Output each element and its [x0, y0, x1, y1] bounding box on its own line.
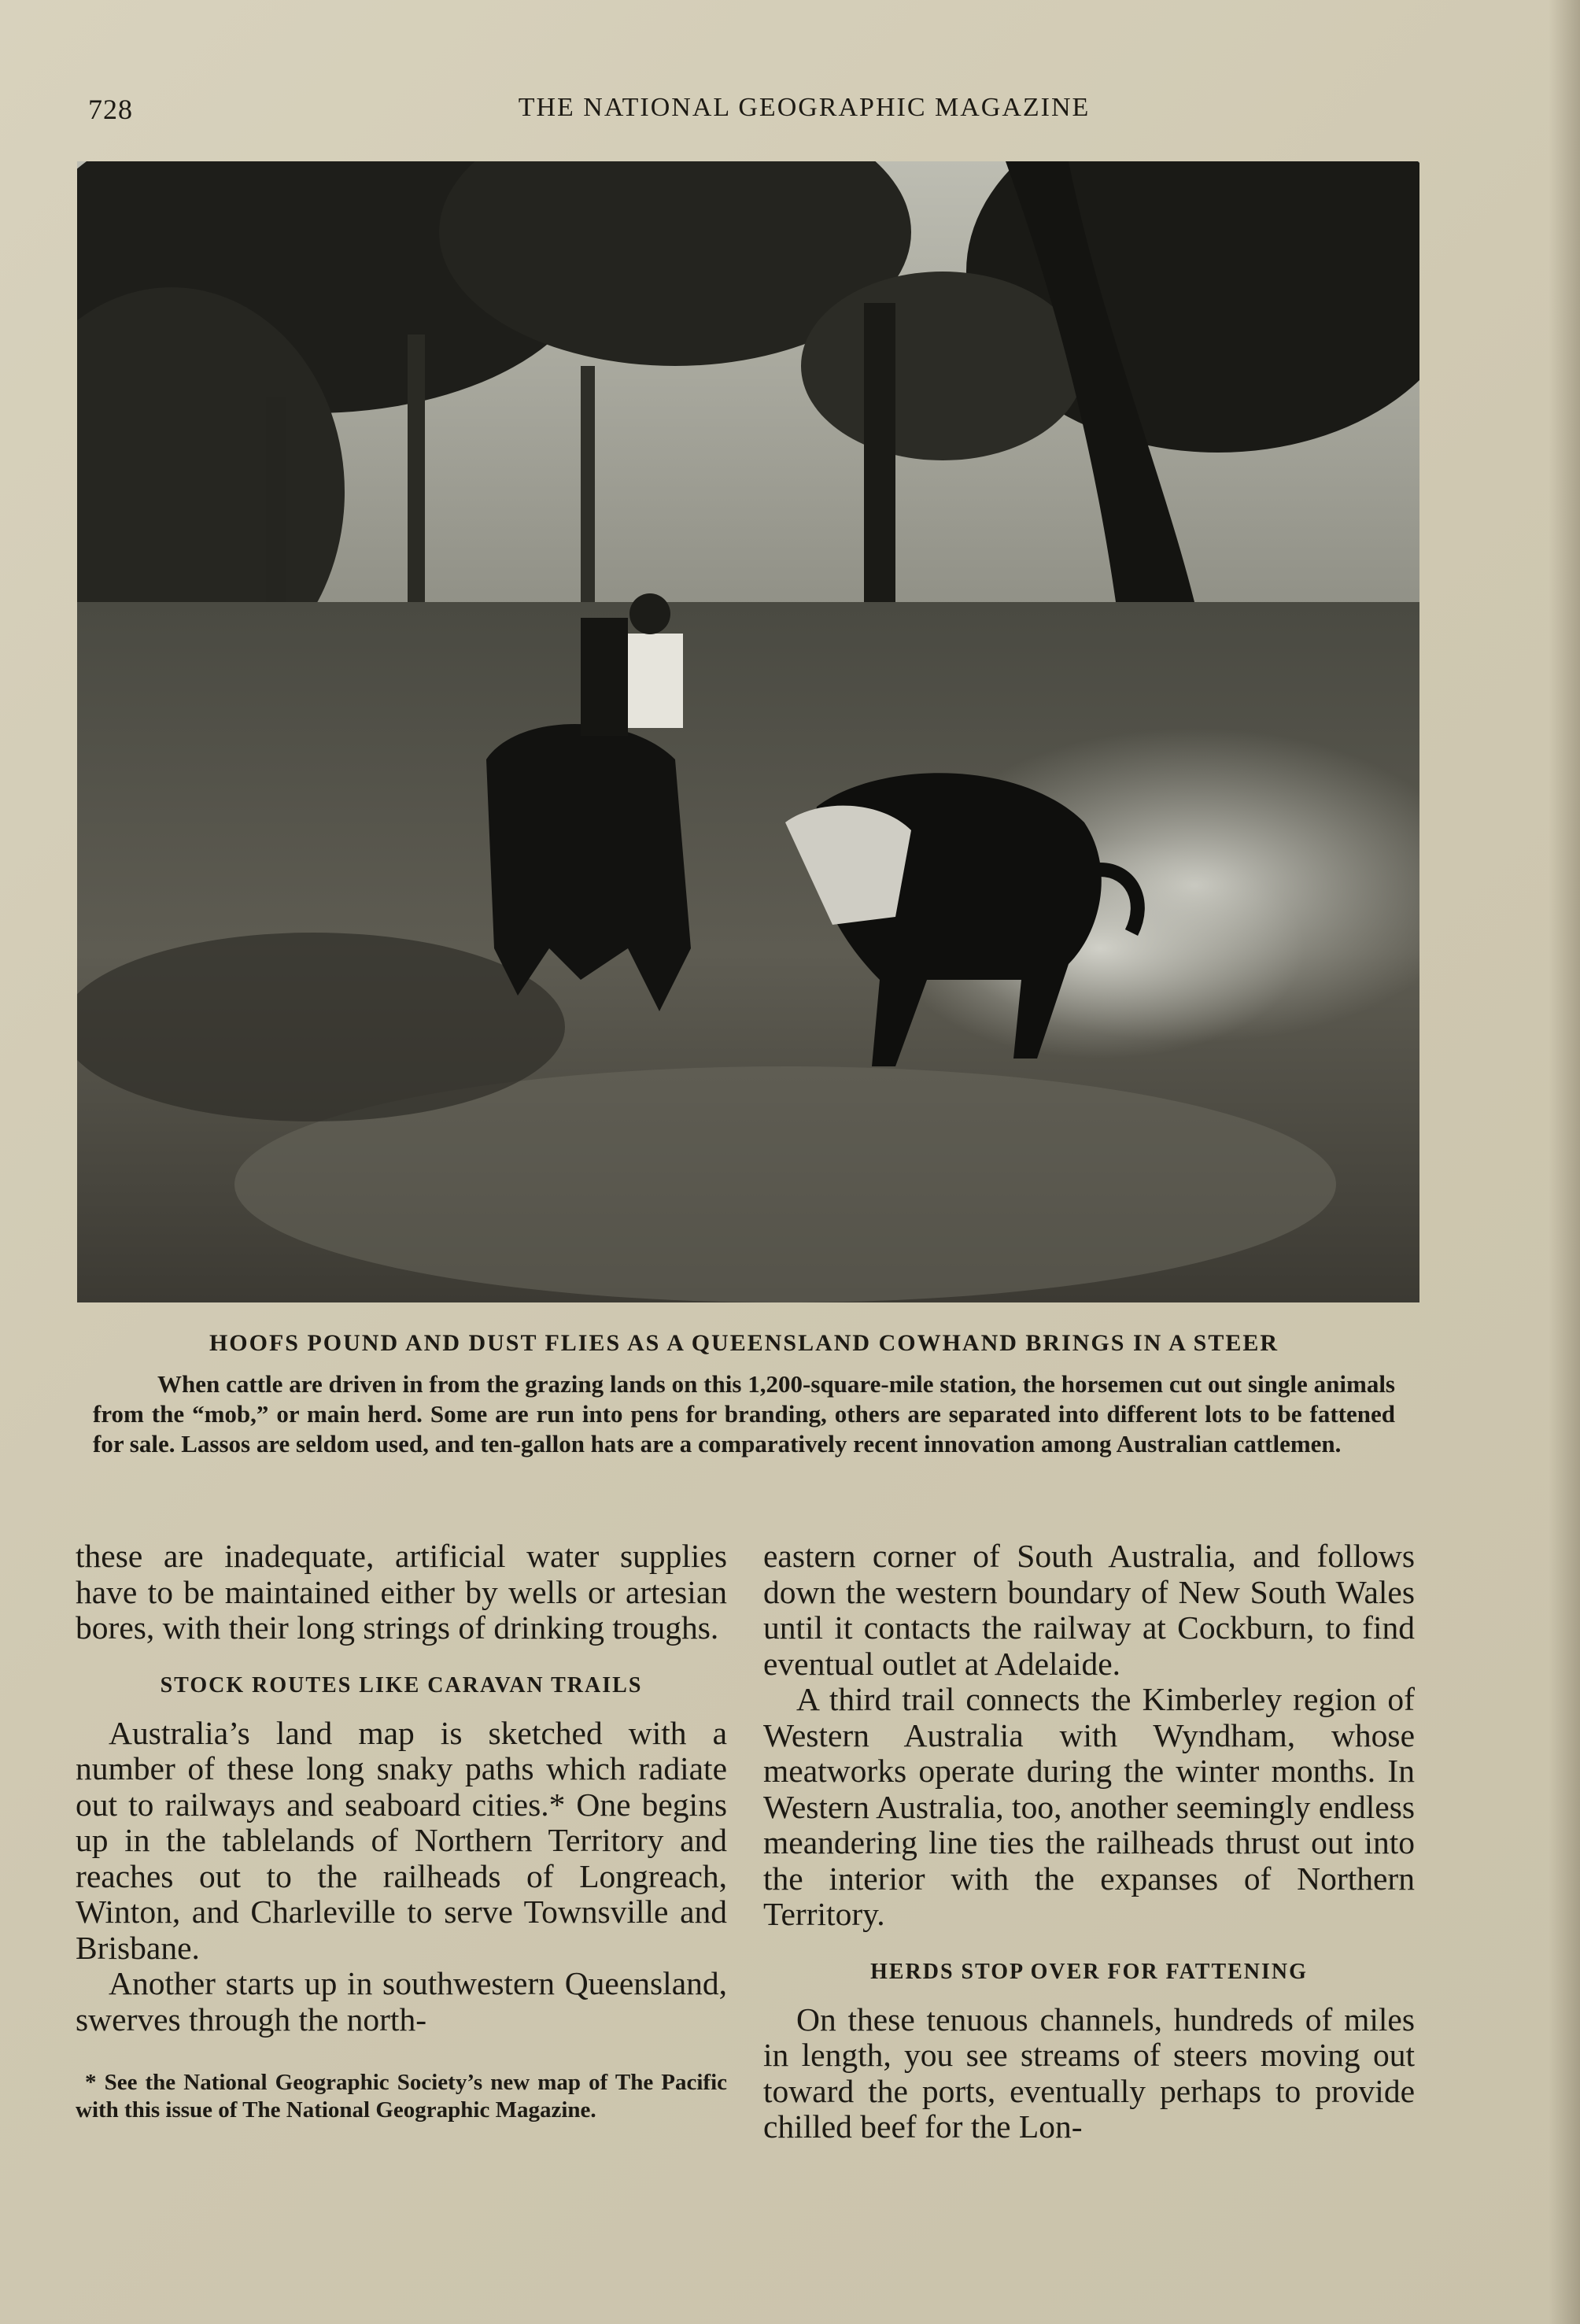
running-head	[88, 93, 1457, 132]
footnote: * See the National Geographic Society’s new map of The Pacific with this issue of The National Geographic Magazine.	[76, 2070, 727, 2123]
right-paragraph-2: A third trail connects the Kimberley region of Western Australia with Wyndham, whose meatworks operate during the winter months. In Western Australia, too, another seemingly endless meandering line ties the railheads thrust out into the interior with the expanses of Northern Territory.	[763, 1681, 1415, 1932]
left-paragraph-1: these are inadequate, artificial water supplies have to be maintained either by wells or artesian bores, with their long strings of drinking troughs.	[76, 1538, 727, 1646]
caption-body: When cattle are driven in from the grazing lands on this 1,200-square-mile station, the horsemen cut out single animals from the “mob,” or main herd. Some are run into pens for branding, others are separated into different lots to be fattened for sale. Lassos are seldom used, and ten-gallon hats are a comparatively recent innovation among Australian cattlemen.	[93, 1370, 1395, 1458]
subhead-herds-stop: HERDS STOP OVER FOR FATTENING	[870, 1959, 1308, 1984]
left-paragraph-2: Australia’s land map is sketched with a number of these long snaky paths which radiate out to railways and seaboard cities.* One begins up in the tablelands of Northern Territory and reaches out to the railheads of Longreach, Winton, and Charleville to serve Townsville and Brisbane.	[76, 1714, 727, 1966]
cowhand-photo	[77, 161, 1419, 1302]
left-column	[76, 1539, 727, 2124]
right-paragraph-1: eastern corner of South Australia, and follows down the western boundary of New South Wales until it contacts the railway at Cockburn, to find eventual outlet at Adelaide.	[763, 1538, 1415, 1682]
subhead-stock-routes: STOCK ROUTES LIKE CARAVAN TRAILS	[160, 1672, 643, 1698]
page-edge-shadow	[1549, 0, 1580, 2324]
left-paragraph-3: Another starts up in southwestern Queensland, swerves through the north-	[76, 1965, 727, 2038]
magazine-title: THE NATIONAL GEOGRAPHIC MAGAZINE	[518, 93, 1091, 122]
caption-title: HOOFS POUND AND DUST FLIES AS A QUEENSLAND COWHAND BRINGS IN A STEER	[209, 1330, 1279, 1356]
photo-illustration	[77, 161, 1419, 1302]
photo-caption	[93, 1330, 1395, 1459]
page-number: 728	[88, 94, 133, 125]
right-paragraph-3: On these tenuous channels, hundreds of miles in length, you see streams of steers moving out toward the ports, eventually perhaps to provide chilled beef for the Lon-	[763, 2001, 1415, 2145]
right-column	[763, 1539, 1415, 2145]
